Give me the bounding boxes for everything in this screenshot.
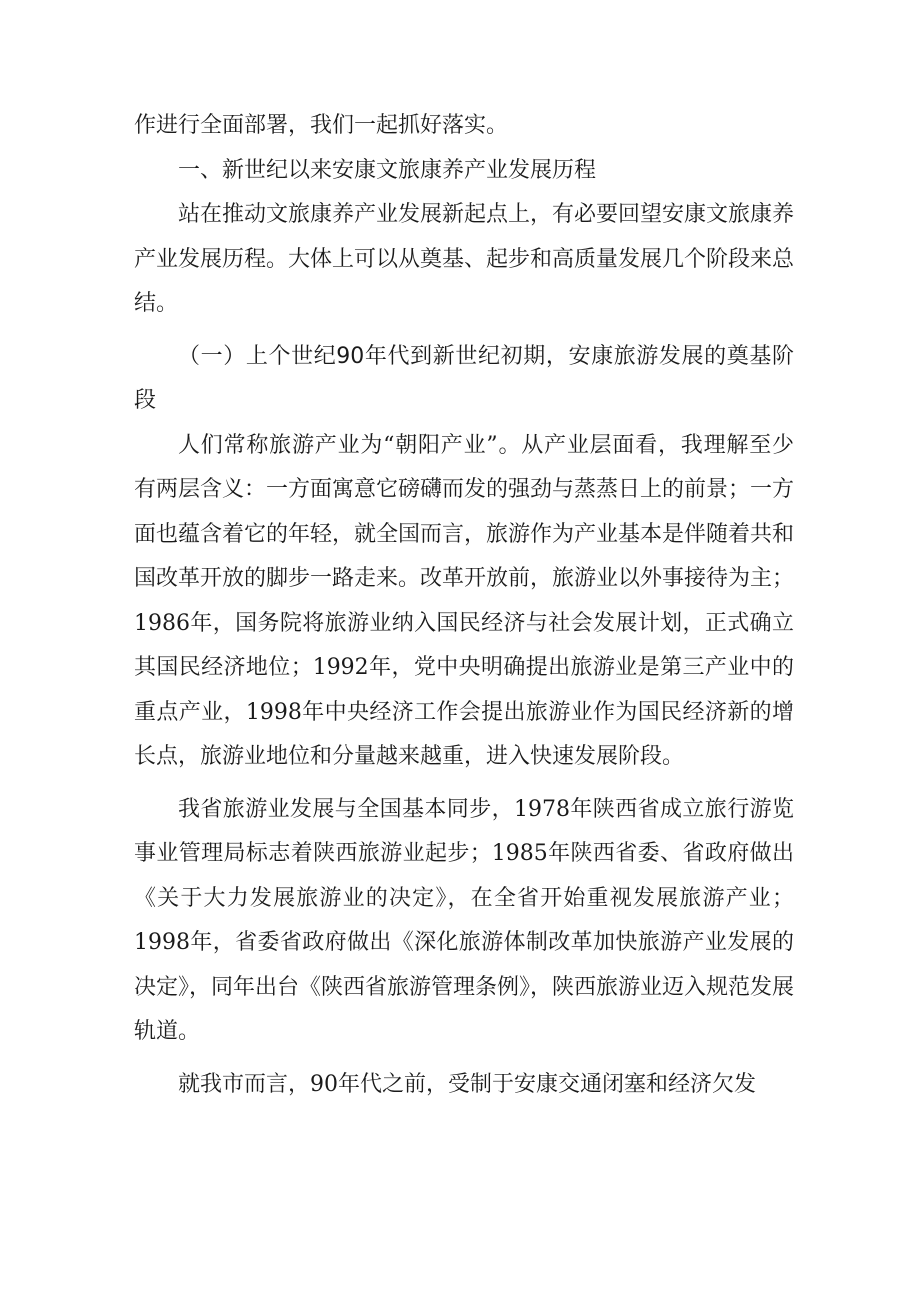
subsection-heading: （一）上个世纪90年代到新世纪初期，安康旅游发展的奠基阶段 bbox=[134, 343, 794, 413]
paragraph-intro: 站在推动文旅康养产业发展新起点上，有必要回望安康文旅康养产业发展历程。大体上可以从奠基、起步和高质量发展几个阶段来总结。 bbox=[134, 202, 795, 316]
section-heading: 一、新世纪以来安康文旅康养产业发展历程 bbox=[178, 157, 597, 183]
paragraph-city-tourism: 就我市而言，90年代之前，受制于安康交通闭塞和经济欠发 bbox=[178, 1071, 756, 1097]
document-body bbox=[134, 104, 794, 1107]
paragraph-provincial-tourism: 我省旅游业发展与全国基本同步，1978年陕西省成立旅行游览事业管理局标志着陕西旅游业起步；1985年陕西省委、省政府做出《关于大力发展旅游业的决定》，在全省开始重视发展旅游产业；1998年，省委省政府做出《深化旅游体制改革加快旅游产业发展的决定》，同年出台《陕西省旅游管理条例》，陕西旅游业迈入规范发展轨道。 bbox=[134, 796, 795, 1044]
paragraph-national-tourism: 人们常称旅游产业为“朝阳产业”。从产业层面看，我理解至少有两层含义：一方面寓意它磅礴而发的强劲与蒸蒸日上的前景；一方面也蕴含着它的年轻，就全国而言，旅游作为产业基本是伴随着共和国改革开放的脚步一路走来。改革开放前，旅游业以外事接待为主；1986年，国务院将旅游业纳入国民经济与社会发展计划，正式确立其国民经济地位；1992年，党中央明确提出旅游业是第三产业中的重点产业，1998年中央经济工作会提出旅游业作为国民经济新的增长点，旅游业地位和分量越来越重，进入快速发展阶段。 bbox=[134, 432, 795, 769]
paragraph-continuation: 作进行全面部署，我们一起抓好落实。 bbox=[134, 113, 509, 138]
